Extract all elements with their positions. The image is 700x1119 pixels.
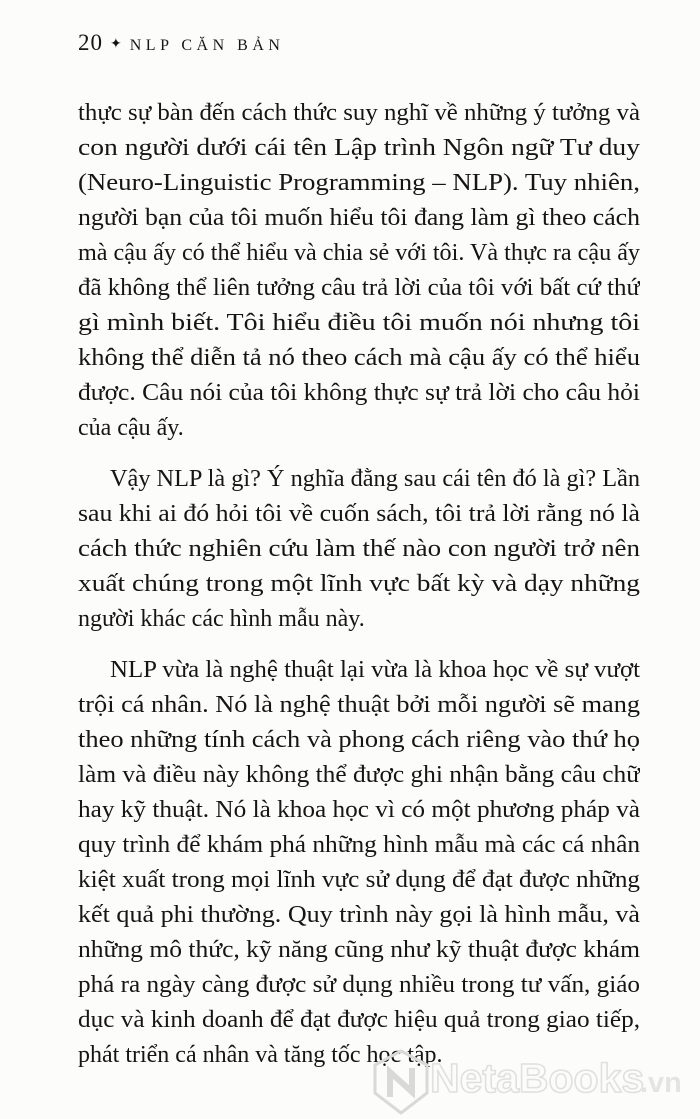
book-title: NLP CĂN BẢN	[129, 37, 285, 54]
text-line: sau khi ai đó hỏi tôi về cuốn sách, tôi trả lời rằng nó là	[78, 501, 640, 527]
text-line: không thể diễn tả nó theo cách mà cậu ấy có thể hiểu	[78, 345, 640, 371]
watermark-tld: .vn	[640, 1067, 682, 1099]
text-line: kết quả phi thường. Quy trình này gọi là hình mẫu, và	[78, 902, 640, 928]
text-line: người bạn của tôi muốn hiểu tôi đang làm gì theo cách	[78, 205, 640, 231]
page-header	[78, 30, 284, 56]
text-line: trội cá nhân. Nó là nghệ thuật bởi mỗi người sẽ mang	[78, 692, 640, 718]
text-line: mà cậu ấy có thể hiểu và chia sẻ với tôi. Và thực ra cậu ấy	[78, 240, 640, 266]
watermark-wordmark	[430, 1050, 700, 1112]
text-line: phát triển cá nhân và tăng tốc học tập.	[78, 1042, 443, 1068]
text-line: gì mình biết. Tôi hiểu điều tôi muốn nói nhưng tôi	[78, 310, 640, 336]
watermark	[370, 1046, 700, 1116]
text-line: kiệt xuất trong mọi lĩnh vực sử dụng để đạt được những	[78, 867, 640, 893]
text-line: những mô thức, kỹ năng cũng như kỹ thuật được khám	[78, 937, 640, 963]
logo-n-glyph	[390, 1071, 412, 1094]
text-line: con người dưới cái tên Lập trình Ngôn ngữ Tư duy	[78, 135, 640, 161]
text-line: làm và điều này không thể được ghi nhận bằng câu chữ	[78, 762, 640, 788]
text-line: Vậy NLP là gì? Ý nghĩa đằng sau cái tên đó là gì? Lần	[110, 466, 640, 492]
text-line: xuất chúng trong một lĩnh vực bất kỳ và dạy những	[78, 571, 640, 597]
text-line: NLP vừa là nghệ thuật lại vừa là khoa học về sự vượt	[110, 657, 640, 683]
netabooks-shield-logo	[371, 1048, 431, 1116]
watermark-name: NetaBooks	[430, 1055, 645, 1101]
text-line: theo những tính cách và phong cách riêng vào thứ họ	[78, 727, 640, 753]
text-line: phá ra ngày càng được sử dụng nhiều trong tư vấn, giáo	[78, 972, 640, 998]
text-line: của cậu ấy.	[78, 415, 184, 441]
text-line: quy trình để khám phá những hình mẫu mà các cá nhân	[78, 832, 640, 858]
text-line: cách thức nghiên cứu làm thế nào con người trở nên	[78, 536, 640, 562]
text-line: dục và kinh doanh để đạt được hiệu quả trong giao tiếp,	[78, 1007, 640, 1033]
page-number: 20	[78, 30, 103, 55]
text-line: đã không thể liên tưởng câu trả lời của tôi với bất cứ thứ	[78, 275, 640, 301]
star-separator-icon: ✦	[110, 36, 122, 52]
text-line: được. Câu nói của tôi không thực sự trả lời cho câu hỏi	[78, 380, 640, 406]
text-block	[78, 93, 640, 1118]
text-line: hay kỹ thuật. Nó là khoa học vì có một phương pháp và	[78, 797, 640, 823]
text-line: (Neuro-Linguistic Programming – NLP). Tuy nhiên,	[78, 170, 640, 196]
text-line: người khác các hình mẫu này.	[78, 606, 365, 632]
text-line: thực sự bàn đến cách thức suy nghĩ về những ý tưởng và	[78, 100, 640, 126]
